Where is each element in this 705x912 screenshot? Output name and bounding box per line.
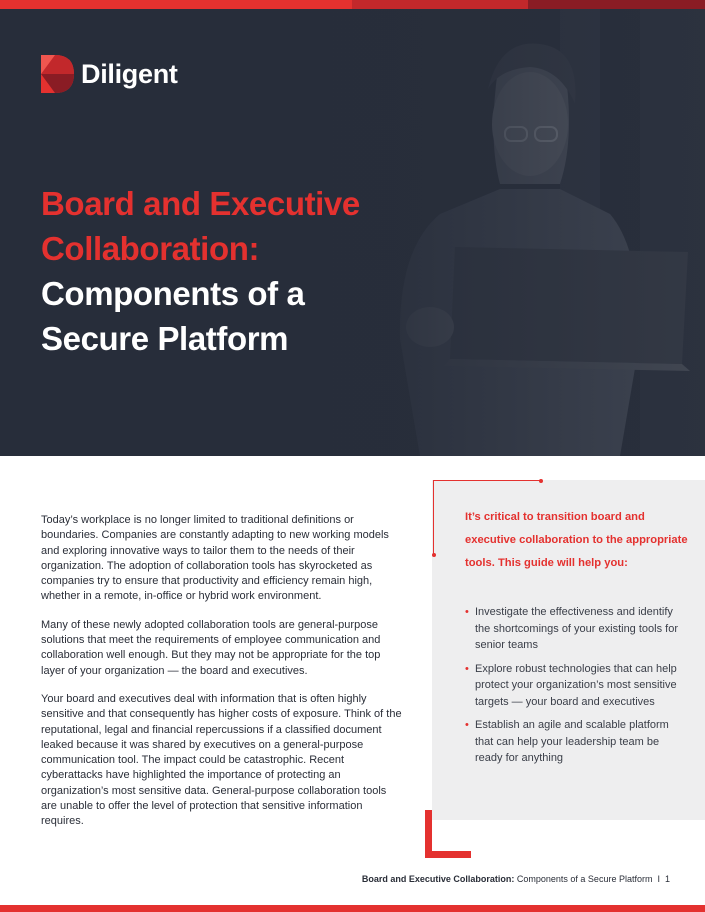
- callout-list-item-text: Establish an agile and scalable platform that can help your leadership team be ready for anything: [475, 719, 669, 764]
- bottom-color-bar: [0, 905, 705, 912]
- footer-title-rest: Components of a Secure Platform: [514, 874, 653, 884]
- title-line-3: Components of a: [41, 275, 305, 312]
- callout-lead-text: It’s critical to transition board and executive collaboration to the appropriate tools. This guide will help you:: [465, 511, 688, 569]
- logo-wordmark: Diligent: [81, 58, 178, 89]
- callout-list-item: [465, 604, 685, 654]
- page-number: 1: [664, 874, 670, 884]
- page-footer: [362, 874, 670, 884]
- body-paragraph: Your board and executives deal with information that is often highly sensitive and that consequently has higher costs of exposure. Think of the reputational, legal and financial repercussions if a classified document leaked because it was shared by executives on a general-purpose communication tool. The impact could be catastrophic. Recent cyberattacks have highlighted the importance of protecting an organization’s most sensitive data. General-purpose collaboration tools are unable to offer the level of protection that sensitive information requires.: [41, 692, 402, 828]
- callout-list: [465, 604, 685, 774]
- callout-list-item: [465, 717, 685, 767]
- top-bar-segment-red: [0, 0, 352, 9]
- top-bar-segment-maroon: [528, 0, 705, 9]
- body-copy: [41, 513, 405, 843]
- callout-accent-line-horizontal: [433, 480, 541, 481]
- bullet-icon: •: [465, 606, 469, 618]
- title-line-2: Collaboration:: [41, 230, 260, 267]
- bullet-icon: •: [465, 719, 469, 731]
- callout-list-item-text: Explore robust technologies that can help protect your organization’s most sensitive targets — your board and executives: [475, 662, 677, 708]
- footer-title-bold: Board and Executive Collaboration:: [361, 874, 515, 884]
- callout-accent-dot: [539, 479, 543, 483]
- top-color-bar: [0, 0, 705, 9]
- callout-list-item-text: Investigate the effectiveness and identify the shortcomings of your existing tools for senior teams: [475, 606, 678, 651]
- callout-accent-dot: [432, 553, 436, 557]
- decorative-corner-horizontal: [425, 851, 471, 858]
- title-line-4: Secure Platform: [41, 320, 289, 357]
- diligent-logo: [41, 55, 178, 93]
- callout-accent-line-vertical: [433, 480, 434, 555]
- top-bar-segment-crimson: [352, 0, 528, 9]
- callout-list-item: [465, 661, 685, 711]
- footer-separator: I: [657, 874, 660, 884]
- body-paragraph: Many of these newly adopted collaboration tools are general-purpose solutions that meet the requirements of employee communication and collaboration well enough. But they may not be appropriate for the top layer of your organization — the board and executives.: [41, 618, 381, 677]
- body-paragraph: Today’s workplace is no longer limited to traditional definitions or boundaries. Companies are constantly adapting to new working models and exploring innovative ways to tailor them to the needs of their organization. The adoption of collaboration tools has skyrocketed as companies try to ensure that productivity and efficiency remain high, whether in a remote, in-office or hybrid work environment.: [41, 514, 389, 603]
- page-title: [41, 181, 441, 361]
- title-line-1: Board and Executive: [41, 185, 360, 222]
- hero-banner: [0, 9, 705, 456]
- diligent-d-logo-icon: [41, 55, 74, 93]
- bullet-icon: •: [465, 662, 469, 675]
